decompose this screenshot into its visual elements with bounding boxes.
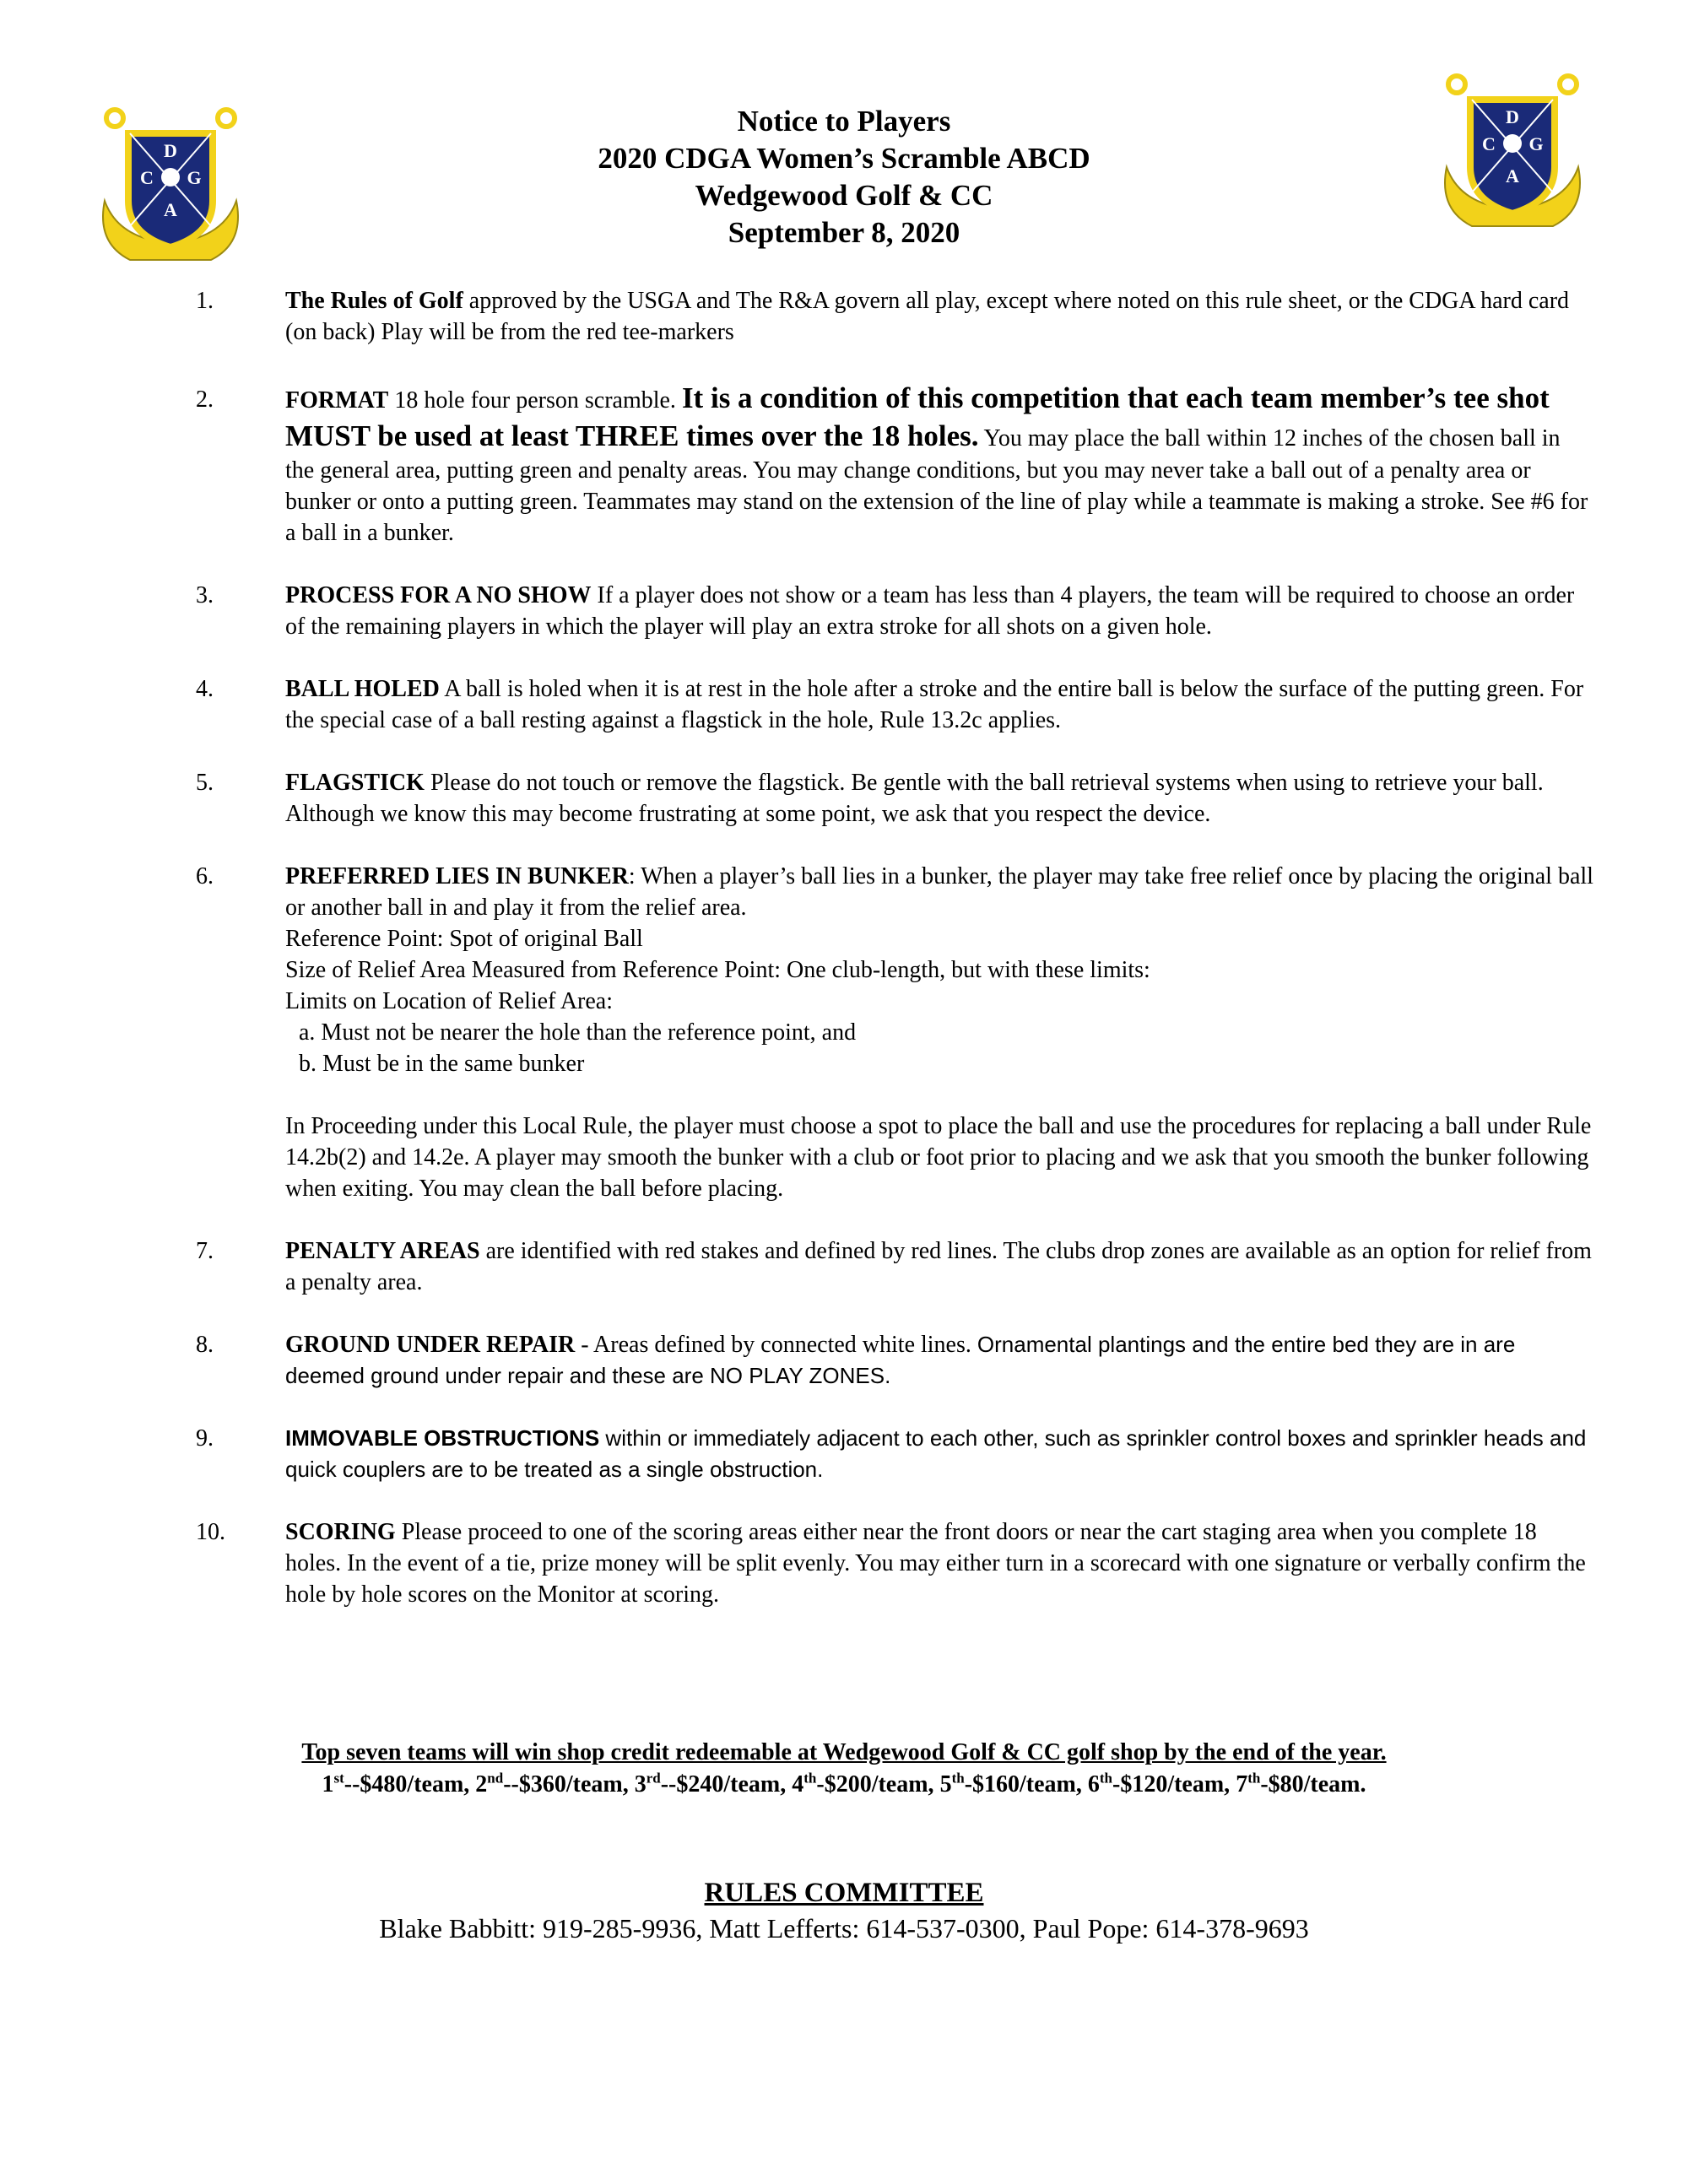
rule-title: PROCESS FOR A NO SHOW	[285, 582, 592, 608]
rule-number: 8.	[196, 1332, 214, 1358]
prize-place-2: 2nd--$360/team,	[475, 1770, 635, 1797]
rule-number: 9.	[196, 1425, 214, 1451]
reference-point-line: Reference Point: Spot of original Ball	[285, 926, 643, 952]
rule-text: You may place the ball within 12 inches of the chosen ball in the general area, putting green and penalty areas. You may change conditions, but you may never take a ball out of a penalty area or bunker or onto a putting green. Teammates may stand on the extension of the line of play while a teammate is making a stroke. See #6 for a ball in a bunker.	[285, 425, 1588, 546]
rule-text: : When a player’s ball lies in a bunker, the player may take free relief once by placing the original ball or another ball in and play it from the relief area.	[285, 863, 1593, 921]
prize-place-3: 3rd--$240/team,	[634, 1770, 793, 1797]
relief-size-line: Size of Relief Area Measured from Reference Point: One club-length, but with these limits:	[285, 957, 1150, 983]
logo-letter-g: G	[187, 167, 202, 188]
rule-text: Please do not touch or remove the flagstick. Be gentle with the ball retrieval systems when using to retrieve your ball. Although we know this may become frustrating at some point, we ask that you respect the device.	[285, 770, 1544, 827]
procedure-paragraph: In Proceeding under this Local Rule, the player must choose a spot to place the ball and use the procedures for replacing a ball under Rule 14.2b(2) and 14.2e. A player may smooth the bunker with a club or foot prior to placing and we ask that you smooth the bunker following when exiting. You may clean the ball before placing.	[285, 1113, 1592, 1202]
rule-number: 4.	[196, 676, 214, 702]
rule-item-2	[0, 379, 1688, 549]
prize-place-5: 5th-$160/team,	[939, 1770, 1088, 1797]
event-date: September 8, 2020	[728, 216, 960, 249]
event-name: 2020 CDGA Women’s Scramble ABCD	[598, 142, 1090, 175]
rule-item-1	[0, 285, 1688, 348]
rule-item-4	[0, 673, 1688, 736]
rule-text: If a player does not show or a team has less than 4 players, the team will be required to choose an order of the remaining players in which the player will play an extra stroke for all shots on a given hole.	[285, 582, 1575, 640]
rule-title: FLAGSTICK	[285, 770, 425, 796]
rule-number: 7.	[196, 1238, 214, 1264]
logo-letter-g: G	[1528, 133, 1544, 154]
rule-item-3	[0, 580, 1688, 642]
rule-text: A ball is holed when it is at rest in the hole after a stroke and the entire ball is below the surface of the putting green. For the special case of a ball resting against a flagstick in the hole, Rule 13.2c applies.	[285, 676, 1584, 733]
rule-title: PENALTY AREAS	[285, 1238, 480, 1264]
rule-text: 18 hole four person scramble.	[388, 387, 682, 414]
rule-text: - Areas defined by connected white lines.	[575, 1332, 977, 1358]
rule-title: GROUND UNDER REPAIR	[285, 1332, 576, 1358]
venue-name: Wedgewood Golf & CC	[695, 179, 993, 212]
rule-item-10	[0, 1516, 1688, 1610]
relief-limits-line: Limits on Location of Relief Area:	[285, 988, 614, 1014]
rule-number: 5.	[196, 770, 214, 796]
logo-letter-d: D	[164, 140, 177, 161]
logo-letter-a: A	[1506, 165, 1519, 187]
rule-number: 6.	[196, 863, 214, 889]
rule-title: The Rules of Golf	[285, 288, 463, 314]
rules-committee	[0, 1875, 1688, 1946]
rule-text-sans: Ornamental plantings and the entire bed they are in are deemed ground under repair and these are NO PLAY ZONES.	[285, 1332, 1516, 1388]
rule-text-sans: within or immediately adjacent to each other, such as sprinkler control boxes and sprinkler heads and quick couplers are to be treated as a single obstruction.	[285, 1425, 1587, 1482]
rule-item-8	[0, 1329, 1688, 1392]
rule-title: BALL HOLED	[285, 676, 440, 702]
rule-number: 1.	[196, 288, 214, 314]
rule-number: 3.	[196, 582, 214, 608]
prize-headline: Top seven teams will win shop credit redeemable at Wedgewood Golf & CC golf shop by the end of the year.	[301, 1739, 1387, 1765]
rule-text: approved by the USGA and The R&A govern all play, except where noted on this rule sheet, or the CDGA hard card (on back) Play will be from the red tee-markers	[285, 288, 1570, 345]
rule-text: are identified with red stakes and defined by red lines. The clubs drop zones are available as an option for relief from a penalty area.	[285, 1238, 1592, 1295]
rule-item-5	[0, 767, 1688, 830]
logo-letter-d: D	[1506, 106, 1519, 127]
prize-section	[0, 1737, 1688, 1801]
rule-item-7	[0, 1235, 1688, 1298]
notice-title: Notice to Players	[737, 105, 951, 138]
prize-place-7: 7th-$80/team.	[1236, 1770, 1366, 1797]
committee-title: RULES COMMITTEE	[704, 1878, 984, 1908]
limit-item-a: a. Must not be nearer the hole than the reference point, and	[299, 1019, 857, 1046]
notice-header	[0, 103, 1688, 251]
rule-title: FORMAT	[285, 387, 389, 414]
rule-number: 10.	[196, 1519, 225, 1545]
rule-emphasis: It is a condition of this competition that each team member’s tee shot MUST be used at least THREE times over the 18 holes.	[285, 381, 1550, 452]
rule-item-9	[0, 1423, 1688, 1485]
rules-list	[0, 285, 1688, 1641]
rule-number: 2.	[196, 387, 214, 413]
prize-places	[0, 1769, 1688, 1801]
committee-members: Blake Babbitt: 919-285-9936, Matt Lefferts: 614-537-0300, Paul Pope: 614-378-9693	[379, 1913, 1309, 1943]
rule-title: SCORING	[285, 1519, 396, 1545]
rule-title: IMMOVABLE OBSTRUCTIONS	[285, 1425, 600, 1451]
prize-place-6: 6th-$120/team,	[1087, 1770, 1236, 1797]
prize-place-4: 4th-$200/team,	[792, 1770, 940, 1797]
rule-item-6	[0, 861, 1688, 1204]
logo-letter-a: A	[164, 199, 177, 220]
prize-place-1: 1st--$480/team,	[322, 1770, 476, 1797]
limit-item-b: b. Must be in the same bunker	[299, 1051, 585, 1077]
logo-letter-c: C	[1482, 133, 1496, 154]
rule-title: PREFERRED LIES IN BUNKER	[285, 863, 629, 889]
rule-text: Please proceed to one of the scoring areas either near the front doors or near the cart staging area when you complete 18 holes. In the event of a tie, prize money will be split evenly. You may either turn in a scorecard with one signature or verbally confirm the hole by hole scores on the Monitor at scoring.	[285, 1519, 1586, 1608]
logo-letter-c: C	[140, 167, 154, 188]
